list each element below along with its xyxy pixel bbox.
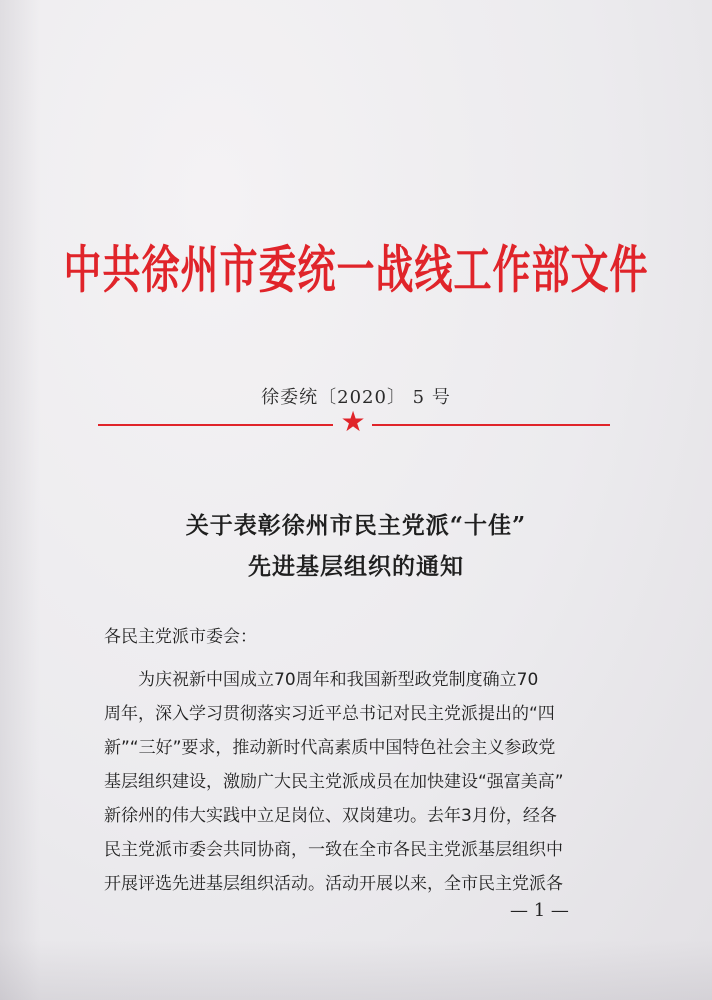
body-line-4: 基层组织建设，激励广大民主党派成员在加快建设“强富美高”: [104, 772, 564, 792]
document-header-title: 中共徐州市委统一战线工作部文件: [63, 238, 649, 300]
notice-title-line2: 先进基层组织的通知: [248, 553, 464, 580]
body-line-7: 开展评选先进基层组织活动。活动开展以来，全市民主党派各: [104, 874, 563, 894]
paper-shadow-left: [0, 0, 40, 1000]
body-line-2: 周年，深入学习贯彻落实习近平总书记对民主党派提出的“四: [104, 704, 555, 724]
paper-shadow-bottom: [0, 940, 712, 1000]
red-star-icon: ★: [340, 405, 366, 438]
addressee: [104, 623, 616, 901]
red-rule-right: [372, 424, 610, 426]
body-line-6: 民主党派市委会共同协商，一致在全市各民主党派基层组织中: [104, 840, 563, 860]
addressee-line: 各民主党派市委会：: [104, 627, 257, 647]
red-rule-left: [98, 424, 333, 426]
body-line-1: 为庆祝新中国成立70周年和我国新型政党制度确立70: [138, 670, 539, 690]
notice-title-line1: 关于表彰徐州市民主党派“十佳”: [185, 512, 527, 539]
body-line-5: 新徐州的伟大实践中立足岗位、双岗建功。去年3月份，经各: [104, 806, 557, 826]
document-number: 徐委统〔2020〕 5 号: [261, 387, 451, 408]
page-number: — 1 —: [510, 900, 569, 921]
body-line-3: 新”“三好”要求，推动新时代高素质中国特色社会主义参政党: [104, 738, 556, 758]
